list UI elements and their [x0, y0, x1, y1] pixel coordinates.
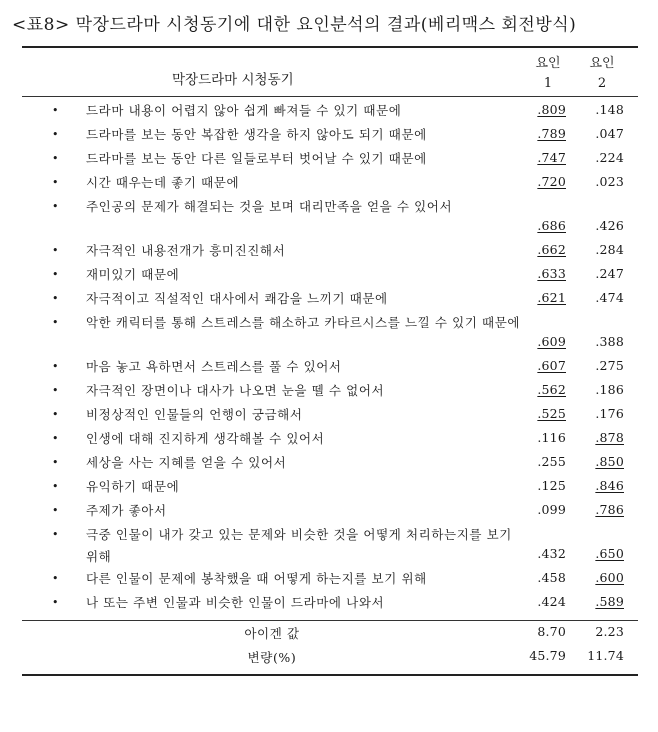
bullet-mark: •	[52, 480, 59, 493]
motive-text: 세상을 사는 지혜를 얻을 수 있어서	[86, 455, 287, 470]
table-row	[22, 356, 638, 380]
factor-1-number: 1	[543, 76, 553, 91]
table-row	[22, 312, 638, 356]
table-row	[22, 476, 638, 500]
bottom-rule	[22, 674, 638, 676]
bullet-mark: •	[52, 432, 59, 445]
motive-text: 재미있기 때문에	[86, 267, 180, 282]
table-row	[22, 592, 638, 616]
factor-1-loading: .099	[537, 502, 566, 517]
bullet-mark: •	[52, 104, 59, 117]
table-row	[22, 240, 638, 264]
bullet-mark: •	[52, 504, 59, 517]
table-row	[22, 452, 638, 476]
table-row	[22, 172, 638, 196]
summary-factor-1: 45.79	[529, 648, 566, 663]
summary-factor-2: 2.23	[595, 624, 624, 639]
summary-label: 변량(%)	[247, 650, 297, 665]
motive-text: 극중 인물이 내가 갖고 있는 문제와 비슷한 것을 어떻게 처리하는지를 보기 위해	[86, 527, 512, 564]
factor-2-loading: .224	[595, 150, 624, 165]
factor-2-loading: .846	[595, 478, 624, 493]
factor-1-loading: .662	[537, 242, 566, 257]
bullet-mark: •	[52, 268, 59, 281]
motive-text: 드라마를 보는 동안 다른 일들로부터 벗어날 수 있기 때문에	[86, 151, 427, 166]
factor-2-loading: .474	[595, 290, 624, 305]
motive-text: 주인공의 문제가 해결되는 것을 보며 대리만족을 얻을 수 있어서	[86, 199, 453, 214]
motive-text: 유익하기 때문에	[86, 479, 180, 494]
factor-2-loading: .650	[595, 546, 624, 561]
summary-row	[22, 624, 638, 646]
factor-1-loading: .458	[537, 570, 566, 585]
factor-1-loading: .809	[537, 102, 566, 117]
factor-2-loading: .284	[595, 242, 624, 257]
factor-2-loading: .878	[595, 430, 624, 445]
bullet-mark: •	[52, 292, 59, 305]
bullet-mark: •	[52, 360, 59, 373]
motive-text: 드라마를 보는 동안 복잡한 생각을 하지 않아도 되기 때문에	[86, 127, 427, 142]
factor-2-loading: .600	[595, 570, 624, 585]
table-row	[22, 380, 638, 404]
summary-row	[22, 648, 638, 670]
factor-2-loading: .186	[595, 382, 624, 397]
factor-1-loading: .116	[537, 430, 566, 445]
factor-2-loading: .047	[595, 126, 624, 141]
motive-text: 다른 인물이 문제에 봉착했을 때 어떻게 하는지를 보기 위해	[86, 571, 427, 586]
top-rule	[22, 46, 638, 48]
motive-text: 자극적인 내용전개가 흥미진진해서	[86, 243, 286, 258]
factor-1-loading: .720	[537, 174, 566, 189]
bullet-mark: •	[52, 408, 59, 421]
column-header-factor-1	[528, 54, 568, 94]
bullet-mark: •	[52, 200, 59, 213]
table-caption: <표8> 막장드라마 시청동기에 대한 요인분석의 결과(베리맥스 회전방식)	[12, 15, 577, 35]
table-row	[22, 124, 638, 148]
bullet-mark: •	[52, 176, 59, 189]
motive-text: 자극적이고 직설적인 대사에서 쾌감을 느끼기 때문에	[86, 291, 388, 306]
footer-rule	[22, 620, 638, 621]
table-row	[22, 568, 638, 592]
factor-1-loading: .789	[537, 126, 566, 141]
factor-1-loading: .633	[537, 266, 566, 281]
motive-text: 드라마 내용이 어렵지 않아 쉽게 빠져들 수 있기 때문에	[86, 103, 402, 118]
bullet-mark: •	[52, 128, 59, 141]
bullet-mark: •	[52, 456, 59, 469]
bullet-mark: •	[52, 596, 59, 609]
table-row	[22, 196, 638, 240]
table-row	[22, 428, 638, 452]
factor-2-loading: .850	[595, 454, 624, 469]
factor-1-loading: .525	[537, 406, 566, 421]
factor-1-loading: .747	[537, 150, 566, 165]
motive-text: 악한 캐릭터를 통해 스트레스를 해소하고 카타르시스를 느낄 수 있기 때문에	[86, 315, 521, 330]
header-rule	[22, 96, 638, 97]
factor-1-loading: .432	[537, 546, 566, 561]
factor-2-loading: .148	[595, 102, 624, 117]
factor-2-loading: .176	[595, 406, 624, 421]
factor-1-loading: .607	[537, 358, 566, 373]
bullet-mark: •	[52, 384, 59, 397]
factor-2-label: 요인	[589, 56, 615, 71]
summary-label: 아이겐 값	[244, 626, 300, 641]
factor-2-loading: .388	[595, 334, 624, 349]
factor-1-loading: .621	[537, 290, 566, 305]
bullet-mark: •	[52, 244, 59, 257]
factor-1-loading: .562	[537, 382, 566, 397]
factor-1-loading: .609	[537, 334, 566, 349]
motive-text: 비정상적인 인물들의 언행이 궁금해서	[86, 407, 303, 422]
column-header-motives: 막장드라마 시청동기	[172, 72, 294, 88]
factor-2-number: 2	[597, 76, 607, 91]
bullet-mark: •	[52, 152, 59, 165]
bullet-mark: •	[52, 572, 59, 585]
table-row	[22, 288, 638, 312]
table-row	[22, 404, 638, 428]
motive-text: 자극적인 장면이나 대사가 나오면 눈을 뗄 수 없어서	[86, 383, 385, 398]
factor-1-loading: .125	[537, 478, 566, 493]
motive-text: 시간 때우는데 좋기 때문에	[86, 175, 240, 190]
factor-2-loading: .247	[595, 266, 624, 281]
column-header-factor-2	[582, 54, 622, 94]
factor-1-loading: .424	[537, 594, 566, 609]
summary-factor-2: 11.74	[587, 648, 624, 663]
factor-2-loading: .426	[595, 218, 624, 233]
factor-2-loading: .023	[595, 174, 624, 189]
motive-text: 나 또는 주변 인물과 비슷한 인물이 드라마에 나와서	[86, 595, 385, 610]
factor-1-label: 요인	[535, 56, 561, 71]
table-row	[22, 524, 638, 568]
factor-2-loading: .786	[595, 502, 624, 517]
factor-2-loading: .589	[595, 594, 624, 609]
bullet-mark: •	[52, 528, 59, 541]
table-row	[22, 148, 638, 172]
motive-text: 주제가 좋아서	[86, 503, 167, 518]
table-row	[22, 500, 638, 524]
summary-factor-1: 8.70	[537, 624, 566, 639]
table-row	[22, 264, 638, 288]
motive-text: 마음 놓고 욕하면서 스트레스를 풀 수 있어서	[86, 359, 342, 374]
table-row	[22, 100, 638, 124]
factor-1-loading: .255	[537, 454, 566, 469]
motive-text: 인생에 대해 진지하게 생각해볼 수 있어서	[86, 431, 325, 446]
bullet-mark: •	[52, 316, 59, 329]
factor-2-loading: .275	[595, 358, 624, 373]
factor-1-loading: .686	[537, 218, 566, 233]
